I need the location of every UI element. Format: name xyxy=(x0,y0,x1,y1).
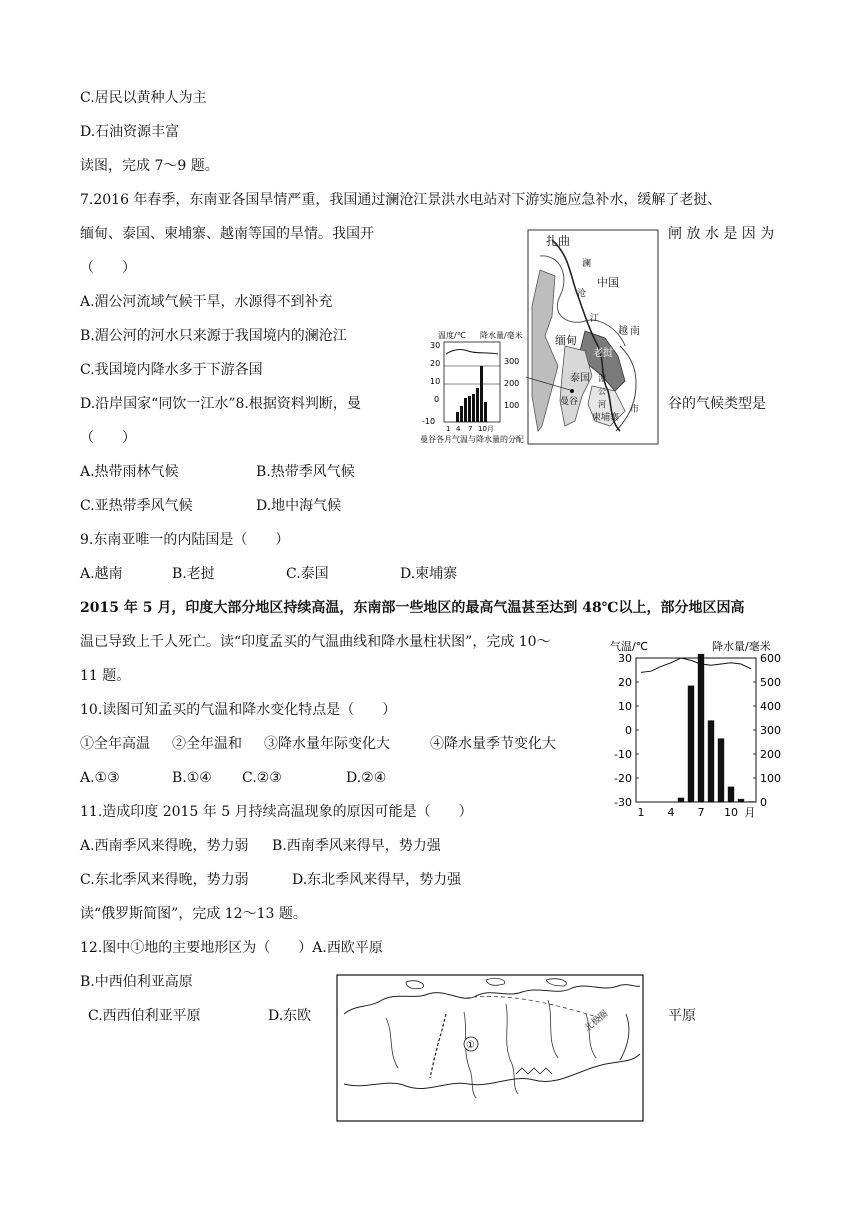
map-label: 湄 xyxy=(598,374,606,383)
map-label: 扎曲 xyxy=(546,234,571,248)
inset-right-tick: 100 xyxy=(504,401,520,410)
inset-precip-bar xyxy=(476,388,479,422)
map-label: 河 xyxy=(598,400,606,409)
right-axis-tick-label: 500 xyxy=(760,676,781,689)
inset-left-tick: 20 xyxy=(430,359,441,368)
inset-precip-bar xyxy=(468,396,471,422)
option-line: 平原 xyxy=(668,1008,696,1024)
location-1-label: ① xyxy=(466,1040,475,1051)
inset-left-axis-title: 温度/℃ xyxy=(438,331,466,340)
option-line: D.②④ xyxy=(346,770,387,786)
inset-x-tick: 7 xyxy=(468,425,473,433)
option-line: D.沿岸国家“同饮一江水”8.根据资料判断，曼 xyxy=(80,396,361,412)
instruction-line: 读图，完成 7～9 题。 xyxy=(80,158,219,174)
option-line: D.柬埔寨 xyxy=(400,566,458,582)
option-line: C.我国境内降水多于下游各国 xyxy=(80,362,263,378)
option-line: B.中西伯利亚高原 xyxy=(80,974,193,990)
x-axis-tick-label: 7 xyxy=(697,806,705,819)
inset-caption: 曼谷各月气温与降水量的分配 xyxy=(420,435,524,444)
mekong-map-figure xyxy=(420,226,660,448)
right-axis-tick-label: 600 xyxy=(760,652,781,665)
left-axis-tick-label: -20 xyxy=(614,772,632,785)
option-line: A.热带雨林气候 xyxy=(80,464,179,480)
passage-text: 11 题。 xyxy=(80,668,131,684)
inset-x-tick: 10月 xyxy=(478,425,494,433)
option-line: ③降水量年际变化大 xyxy=(264,736,390,752)
left-axis-tick-label: 30 xyxy=(618,652,632,665)
option-line: D.东欧 xyxy=(268,1008,312,1024)
chart-plot-frame xyxy=(636,658,756,802)
precipitation-bar xyxy=(738,799,744,802)
option-line: D.地中海气候 xyxy=(256,498,342,514)
map-label: 公 xyxy=(598,387,606,396)
map-label: 越 xyxy=(618,326,628,337)
instruction-line: 读“俄罗斯简图”，完成 12～13 题。 xyxy=(80,906,307,922)
map-label: 泰国 xyxy=(570,373,590,384)
precipitation-bar xyxy=(678,798,684,802)
map-label: 中国 xyxy=(597,276,619,289)
option-line: A.越南 xyxy=(80,566,123,582)
left-axis-tick-label: 0 xyxy=(625,724,632,737)
precipitation-bar xyxy=(688,686,694,802)
question-10-text: 10.读图可知孟买的气温和降水变化特点是（ ） xyxy=(80,702,397,718)
bangkok-dot xyxy=(570,389,574,393)
option-line: B.西南季风来得早，势力强 xyxy=(272,838,441,854)
right-axis-tick-label: 400 xyxy=(760,700,781,713)
inset-left-tick: 0 xyxy=(434,395,440,404)
inset-left-tick: -10 xyxy=(422,417,436,426)
option-line: ①全年高温 xyxy=(80,736,150,752)
inset-right-tick: 200 xyxy=(504,379,520,388)
russia-map-figure xyxy=(336,974,644,1122)
x-axis-tick-label: 4 xyxy=(667,806,675,819)
question-12-text: 12.图中①地的主要地形区为（ ）A.西欧平原 xyxy=(80,940,383,956)
option-line: C.东北季风来得晚，势力弱 xyxy=(80,872,249,888)
x-axis-tick-label: 10 xyxy=(724,806,738,819)
left-axis-tick-label: 10 xyxy=(618,700,632,713)
map-label: 沧 xyxy=(577,289,587,299)
option-line: C.泰国 xyxy=(286,566,329,582)
precipitation-bar xyxy=(708,720,714,802)
question-9-text: 9.东南亚唯一的内陆国是（ ） xyxy=(80,532,290,548)
bangkok-climate-inset xyxy=(420,326,526,444)
map-label: 江 xyxy=(590,314,600,324)
option-line: D.石油资源丰富 xyxy=(80,124,180,140)
left-axis-tick-label: -30 xyxy=(614,796,632,809)
right-axis-tick-label: 200 xyxy=(760,748,781,761)
question-8-text: 谷的气候类型是 xyxy=(668,396,766,412)
left-axis-tick-label: -10 xyxy=(614,748,632,761)
inset-precip-bar xyxy=(460,406,463,422)
passage-text: 2015 年 5 月，印度大部分地区持续高温，东南部一些地区的最高气温甚至达到 48℃以上，部分地区因高 xyxy=(80,600,745,616)
map-label: 老挝 xyxy=(593,348,613,359)
option-line: B.湄公河的河水只来源于我国境内的澜沧江 xyxy=(80,328,347,344)
option-line: C.②③ xyxy=(242,770,282,786)
option-line: B.热带季风气候 xyxy=(256,464,355,480)
x-axis-tick-label: 1 xyxy=(637,806,645,819)
inset-precip-bar xyxy=(456,412,459,422)
option-line: C.居民以黄种人为主 xyxy=(80,90,207,106)
inset-x-tick: 1 xyxy=(446,425,451,433)
inset-precip-bar xyxy=(480,366,483,422)
option-line: B.老挝 xyxy=(172,566,215,582)
map-label: 澜 xyxy=(582,259,592,269)
option-line: ④降水量季节变化大 xyxy=(430,736,556,752)
answer-parens: （ ） xyxy=(80,430,136,446)
question-7-text: 7.2016 年春季，东南亚各国旱情严重，我国通过澜沧江景洪水电站对下游实施应急补水，缓解了老挝、 xyxy=(80,192,722,208)
option-line: D.东北季风来得早，势力强 xyxy=(292,872,462,888)
right-axis-tick-label: 0 xyxy=(760,796,767,809)
inset-precip-bar xyxy=(484,402,487,422)
map-label: 缅甸 xyxy=(555,334,577,347)
map-label: 市 xyxy=(630,405,640,415)
map-label: 曼谷 xyxy=(560,397,579,407)
question-7-text: 缅甸、泰国、柬埔寨、越南等国的旱情。我国开 xyxy=(80,226,374,242)
option-line: C.西西伯利亚平原 xyxy=(88,1008,201,1024)
option-line: ②全年温和 xyxy=(172,736,242,752)
map-label: 南 xyxy=(630,326,640,337)
left-axis-tick-label: 20 xyxy=(618,676,632,689)
inset-precip-bar xyxy=(472,394,475,422)
inset-right-axis-title: 降水量/毫米 xyxy=(480,331,523,340)
inset-left-tick: 10 xyxy=(430,377,441,386)
map-frame xyxy=(337,975,643,1121)
option-line: C.亚热带季风气候 xyxy=(80,498,193,514)
option-line: A.西南季风来得晚，势力弱 xyxy=(80,838,249,854)
precipitation-bar xyxy=(698,654,704,802)
right-axis-tick-label: 100 xyxy=(760,772,781,785)
precipitation-bar xyxy=(718,738,724,802)
right-axis-tick-label: 300 xyxy=(760,724,781,737)
inset-left-tick: 30 xyxy=(430,341,441,350)
chart-right-axis-title: 降水量/毫米 xyxy=(712,640,771,653)
precipitation-bar xyxy=(728,787,734,802)
question-7-text: 闸 放 水 是 因 为 xyxy=(668,226,775,242)
question-11-text: 11.造成印度 2015 年 5 月持续高温现象的原因可能是（ ） xyxy=(80,804,473,820)
chart-left-axis-title: 气温/℃ xyxy=(610,640,649,653)
answer-parens: （ ） xyxy=(80,260,136,276)
inset-right-tick: 300 xyxy=(504,357,520,366)
option-line: A.①③ xyxy=(80,770,120,786)
passage-text: 温已导致上千人死亡。读“印度孟买的气温曲线和降水量柱状图”，完成 10～ xyxy=(80,634,551,650)
x-axis-tick-label: 月 xyxy=(744,806,756,819)
mumbai-climate-chart xyxy=(606,636,792,822)
temperature-curve xyxy=(641,658,751,672)
precipitation-bar xyxy=(668,802,674,803)
inset-precip-bar xyxy=(464,398,467,422)
arctic-circle-label: 北极圈 xyxy=(583,1008,611,1034)
inset-x-tick: 4 xyxy=(456,425,461,433)
option-line: A.湄公河流域气候干旱，水源得不到补充 xyxy=(80,294,333,310)
option-line: B.①④ xyxy=(172,770,212,786)
map-label: 柬埔寨 xyxy=(592,413,620,423)
